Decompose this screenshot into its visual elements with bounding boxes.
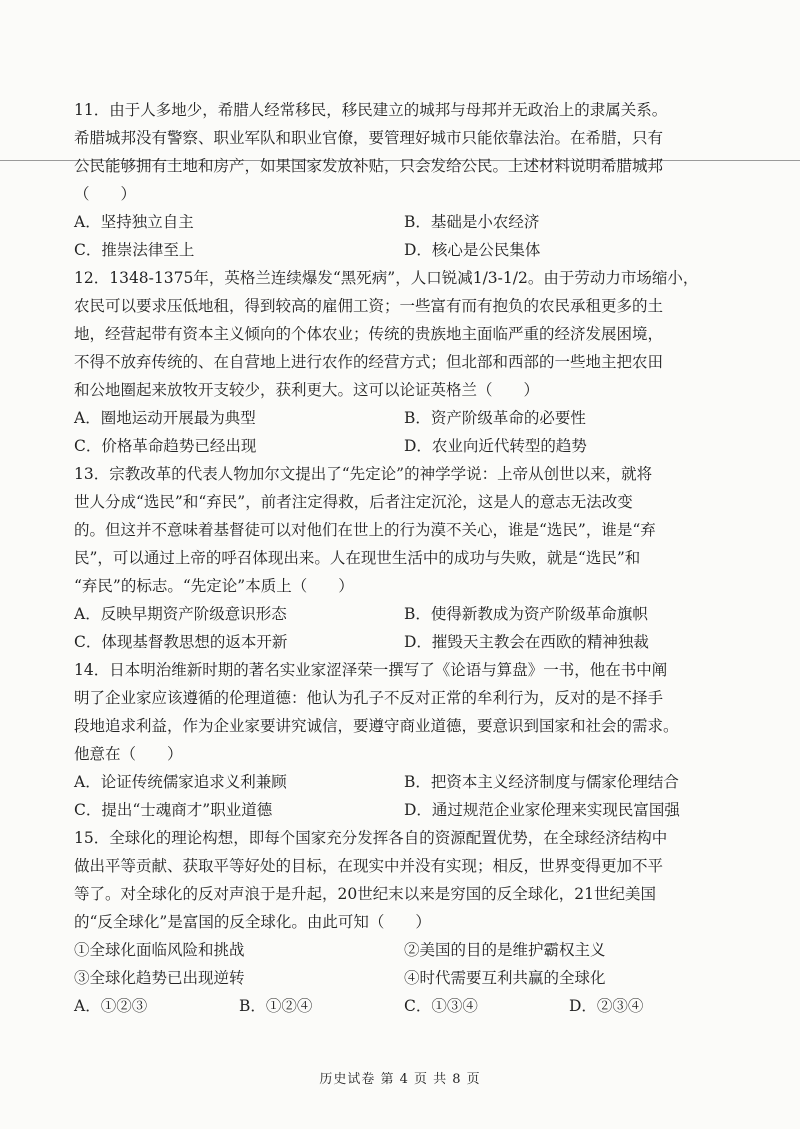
question-11-line-1: 11．由于人多地少，希腊人经常移民，移民建立的城邦与母邦并无政治上的隶属关系。 xyxy=(74,101,668,119)
question-15-options xyxy=(74,992,734,1020)
question-15-statement-4: ④时代需要互利共赢的全球化 xyxy=(404,969,606,987)
page-footer: 历史试卷 第 4 页 共 8 页 xyxy=(319,1072,481,1087)
question-15-option-a: A．①②③ xyxy=(74,997,148,1015)
question-12-option-a: A．圈地运动开展最为典型 xyxy=(74,409,256,427)
question-12-option-c: C．价格革命趋势已经出现 xyxy=(74,437,257,455)
question-11-answer-blank: （ ） xyxy=(74,185,137,203)
question-11 xyxy=(74,96,734,264)
question-15-statement-1: ①全球化面临风险和挑战 xyxy=(74,941,245,959)
question-13 xyxy=(74,460,734,656)
question-12-line-3: 地，经营起带有资本主义倾向的个体农业；传统的贵族地主面临严重的经济发展困境， xyxy=(74,325,664,343)
question-14-options xyxy=(74,768,734,824)
question-13-line-2: 世人分成“选民”和“弃民”，前者注定得救，后者注定沉沦，这是人的意志无法改变 xyxy=(74,493,633,511)
question-15-statement-2: ②美国的目的是维护霸权主义 xyxy=(404,941,606,959)
question-14-option-b: B．把资本主义经济制度与儒家伦理结合 xyxy=(404,773,679,791)
question-11-line-2: 希腊城邦没有警察、职业军队和职业官僚，要管理好城市只能依靠法治。在希腊，只有 xyxy=(74,129,664,147)
question-13-option-c: C．体现基督教思想的返本开新 xyxy=(74,633,288,651)
question-12-line-2: 农民可以要求压低地租，得到较高的雇佣工资；一些富有而有抱负的农民承租更多的土 xyxy=(74,297,664,315)
question-14 xyxy=(74,656,734,824)
question-11-option-d: D．核心是公民集体 xyxy=(404,241,541,259)
question-13-line-4: 民”，可以通过上帝的呼召体现出来。人在现世生活中的成功与失败，就是“选民”和 xyxy=(74,549,641,567)
question-13-line-3: 的。但这并不意味着基督徒可以对他们在世上的行为漠不关心，谁是“选民”，谁是“弃 xyxy=(74,521,656,539)
question-14-option-a: A．论证传统儒家追求义利兼顾 xyxy=(74,773,287,791)
question-13-options xyxy=(74,600,734,656)
question-11-options xyxy=(74,208,734,264)
question-15-statement-3: ③全球化趋势已出现逆转 xyxy=(74,969,245,987)
question-12-line-1: 12．1348-1375年，英格兰连续爆发“黑死病”，人口锐减1/3-1/2。由于劳动力市场缩小， xyxy=(74,269,699,287)
question-15-option-c: C．①③④ xyxy=(404,997,478,1015)
question-13-option-b: B．使得新教成为资产阶级革命旗帜 xyxy=(404,605,648,623)
question-12-line-5: 和公地圈起来放牧开支较少，获利更大。这可以论证英格兰（ ） xyxy=(74,381,540,399)
question-12-line-4: 不得不放弃传统的、在自营地上进行农作的经营方式；但北部和西部的一些地主把农田 xyxy=(74,353,664,371)
question-14-line-1: 14．日本明治维新时期的著名实业家涩泽荣一撰写了《论语与算盘》一书，他在书中阐 xyxy=(74,661,668,679)
question-15-line-3: 等了。对全球化的反对声浪于是升起，20世纪末以来是穷国的反全球化，21世纪美国 xyxy=(74,885,656,903)
question-14-option-d: D．通过规范企业家伦理来实现民富国强 xyxy=(404,801,680,819)
question-13-line-5: “弃民”的标志。“先定论”本质上（ ） xyxy=(74,577,354,595)
question-15-line-4: 的“反全球化”是富国的反全球化。由此可知（ ） xyxy=(74,913,431,931)
question-13-option-a: A．反映早期资产阶级意识形态 xyxy=(74,605,287,623)
question-15 xyxy=(74,824,734,1020)
question-12-option-d: D．农业向近代转型的趋势 xyxy=(404,437,587,455)
question-15-statements xyxy=(74,936,734,992)
question-15-option-d: D．②③④ xyxy=(569,997,644,1015)
question-12-option-b: B．资产阶级革命的必要性 xyxy=(404,409,586,427)
question-15-line-1: 15．全球化的理论构想，即每个国家充分发挥各自的资源配置优势，在全球经济结构中 xyxy=(74,829,668,847)
exam-content xyxy=(74,96,734,1020)
question-14-line-3: 段地追求利益，作为企业家要讲究诚信，要遵守商业道德，要意识到国家和社会的需求。 xyxy=(74,717,679,735)
question-13-line-1: 13．宗教改革的代表人物加尔文提出了“先定论”的神学学说：上帝从创世以来，就将 xyxy=(74,465,653,483)
question-11-line-3: 公民能够拥有土地和房产，如果国家发放补贴，只会发给公民。上述材料说明希腊城邦 xyxy=(74,157,664,175)
question-12-options xyxy=(74,404,734,460)
question-11-option-a: A．坚持独立自主 xyxy=(74,213,194,231)
question-12 xyxy=(74,264,734,460)
question-11-option-b: B．基础是小农经济 xyxy=(404,213,540,231)
question-11-option-c: C．推崇法律至上 xyxy=(74,241,195,259)
question-15-line-2: 做出平等贡献、获取平等好处的目标，在现实中并没有实现；相反，世界变得更加不平 xyxy=(74,857,664,875)
question-13-option-d: D．摧毁天主教会在西欧的精神独裁 xyxy=(404,633,649,651)
question-15-option-b: B．①②④ xyxy=(239,997,313,1015)
question-14-line-4: 他意在（ ） xyxy=(74,745,183,763)
question-14-line-2: 明了企业家应该遵循的伦理道德：他认为孔子不反对正常的牟利行为，反对的是不择手 xyxy=(74,689,664,707)
question-14-option-c: C．提出“士魂商才”职业道德 xyxy=(74,801,273,819)
